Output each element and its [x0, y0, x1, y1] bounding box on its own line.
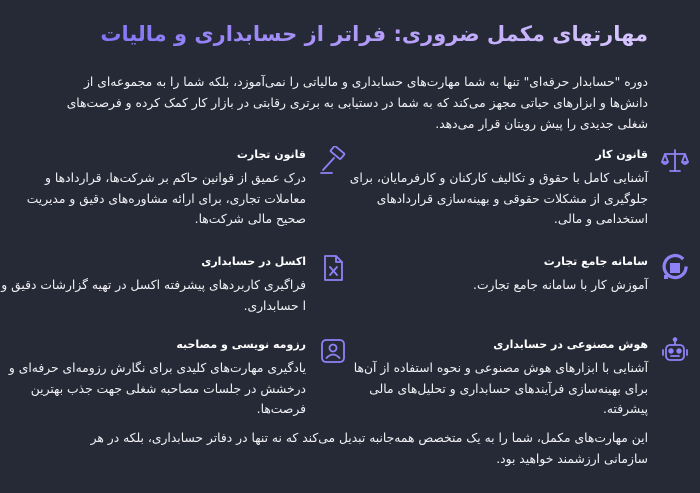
card-title: اکسل در حسابداری — [201, 255, 306, 268]
card-text: آشنایی با ابزارهای هوش مصنوعی و نحوه استفاده از آن‌ها برای بهینه‌سازی فرآیندهای حسابداری و تحلیل‌های مالی پیشرفته. — [353, 361, 648, 416]
skill-card-excel — [1, 253, 306, 316]
skill-card-labor-law — [343, 146, 648, 230]
card-text: درک عمیق از قوانین حاکم بر شرکت‌ها، قراردادها و معاملات تجاری، برای ارائه مشاوره‌های دقیق و مدیریت صحیح مالی شرکت‌ها. — [26, 171, 306, 226]
card-title: هوش مصنوعی در حسابداری — [493, 338, 648, 351]
excel-file-icon — [318, 253, 348, 283]
card-title: رزومه نویسی و مصاحبه — [176, 338, 306, 351]
page-title: مهارتهای مکمل ضروری: فراتر از حسابداری و مالیات — [48, 22, 648, 46]
card-text: یادگیری مهارت‌های کلیدی برای نگارش رزومه‌ای حرفه‌ای و درخشش در جلسات مصاحبه شغلی جهت جذب بهترین فرصت‌ها. — [8, 361, 306, 416]
skill-card-ai — [343, 336, 648, 420]
sync-icon — [660, 253, 690, 283]
skill-card-resume — [1, 336, 306, 420]
card-title: قانون تجارت — [236, 148, 306, 161]
card-text: آشنایی کامل با حقوق و تکالیف کارکنان و کارفرمایان، برای جلوگیری از مشکلات حقوقی و بهینه‌سازی قراردادهای استخدامی و مالی. — [349, 171, 648, 226]
card-title: قانون کار — [595, 148, 648, 161]
card-title: سامانه جامع تجارت — [543, 255, 648, 268]
gavel-icon — [318, 146, 348, 176]
card-text: آموزش کار با سامانه جامع تجارت. — [473, 278, 648, 292]
robot-icon — [660, 336, 690, 366]
card-text: فراگیری کاربردهای پیشرفته اکسل در تهیه گزارشات دقیق و ا حسابداری. — [1, 278, 306, 313]
resume-icon — [318, 336, 348, 366]
skill-card-trade-system — [343, 253, 648, 296]
closing-paragraph: این مهارت‌های مکمل، شما را به یک متخصص همه‌جانبه تبدیل می‌کند که نه تنها در دفاتر حسابداری، بلکه در هر سازمانی ارزشمند خواهید بود. — [90, 431, 648, 466]
scale-icon — [660, 146, 690, 176]
skill-card-commercial-law — [1, 146, 306, 230]
intro-paragraph: دوره "حسابدار حرفه‌ای" تنها به شما مهارت‌های حسابداری و مالیاتی را نمی‌آموزد، بلکه شما را به مجموعه‌ای از دانش‌ها و ابزارهای حیاتی مجهز می‌کند که به شما در دستیابی به برتری رقابتی در بازار کار کمک کرده و فرصت‌های شغلی جدیدی را پیش رویتان قرار می‌دهد. — [66, 75, 648, 131]
